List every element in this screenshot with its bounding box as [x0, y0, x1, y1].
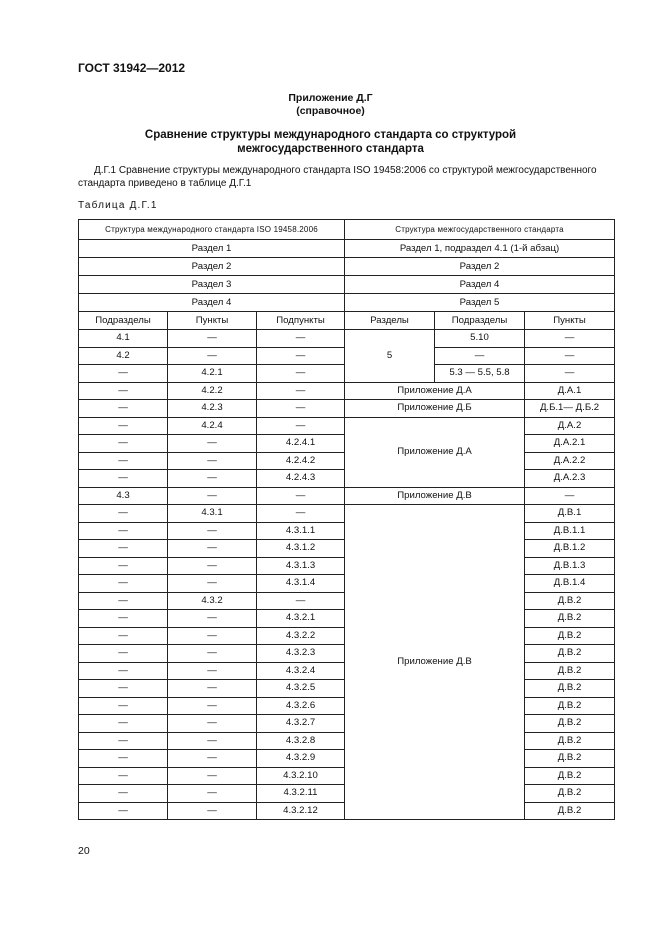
- table-cell: 4.2.4.1: [257, 435, 345, 453]
- table-cell: —: [79, 662, 168, 680]
- header-interstate: Структура межгосударственного стандарта: [345, 220, 615, 240]
- table-cell: 4.2.2: [168, 382, 257, 400]
- table-cell: Д.В.2: [525, 802, 615, 820]
- table-cell: —: [79, 452, 168, 470]
- table-cell: —: [79, 610, 168, 628]
- table-caption: Таблица Д.Г.1: [78, 200, 158, 211]
- table-cell: 4.2.3: [168, 400, 257, 418]
- page-number: 20: [78, 845, 90, 857]
- table-cell: —: [79, 365, 168, 383]
- table-cell: 4.3.2.11: [257, 785, 345, 803]
- table-cell: 4.3.1.2: [257, 540, 345, 558]
- table-cell: —: [79, 575, 168, 593]
- intro-paragraph-line1: Д.Г.1 Сравнение структуры международного стандарта ISO 19458:2006 со структурой межгосударственного: [94, 165, 597, 176]
- section-left-cell: Раздел 3: [79, 276, 345, 294]
- table-cell: 4.2.4.3: [257, 470, 345, 488]
- table-cell: 4.2: [79, 347, 168, 365]
- appendix-b-cell: Приложение Д.Б: [345, 400, 525, 418]
- section-right-cell: Раздел 5: [345, 294, 615, 312]
- table-cell: —: [168, 452, 257, 470]
- table-cell: Д.В.1.2: [525, 540, 615, 558]
- table-cell: —: [79, 505, 168, 523]
- table-cell: 4.2.1: [168, 365, 257, 383]
- table-cell: —: [525, 347, 615, 365]
- table-cell: —: [257, 417, 345, 435]
- section-right-cell: Раздел 1, подраздел 4.1 (1-й абзац): [345, 240, 615, 258]
- table-cell: —: [257, 330, 345, 348]
- table-cell: —: [168, 750, 257, 768]
- table-cell: 4.3.1.1: [257, 522, 345, 540]
- table-cell: Д.В.2: [525, 627, 615, 645]
- table-cell: —: [257, 505, 345, 523]
- table-cell: Д.А.2.2: [525, 452, 615, 470]
- table-cell: —: [257, 592, 345, 610]
- table-cell: —: [168, 732, 257, 750]
- section-right-cell: Раздел 4: [345, 276, 615, 294]
- table-cell: 4.2.4.2: [257, 452, 345, 470]
- section-right-cell: Раздел 2: [345, 258, 615, 276]
- column-header-subitems: Подпункты: [257, 312, 345, 330]
- table-cell: —: [79, 417, 168, 435]
- table-cell: —: [79, 715, 168, 733]
- table-row: [79, 487, 615, 505]
- column-header-sections: Разделы: [345, 312, 435, 330]
- table-cell: Д.А.2.1: [525, 435, 615, 453]
- table-cell: —: [257, 487, 345, 505]
- table-cell: 4.3.2.9: [257, 750, 345, 768]
- table-cell: —: [79, 557, 168, 575]
- table-cell: 4.1: [79, 330, 168, 348]
- table-cell: —: [168, 330, 257, 348]
- table-cell: Д.В.2: [525, 680, 615, 698]
- table-cell: —: [79, 645, 168, 663]
- table-cell: Д.В.1.4: [525, 575, 615, 593]
- table-cell: 4.2.4: [168, 417, 257, 435]
- table-cell: —: [79, 540, 168, 558]
- table-cell: —: [79, 435, 168, 453]
- comparison-title-line1: Сравнение структуры международного стандарта со структурой: [144, 129, 517, 141]
- table-row: [79, 505, 615, 523]
- table-cell: —: [79, 627, 168, 645]
- intro-paragraph-line2: стандарта приведено в таблице Д.Г.1: [78, 178, 252, 189]
- table-cell: —: [168, 627, 257, 645]
- table-row: [79, 417, 615, 435]
- comparison-table: [78, 219, 615, 820]
- table-cell: Д.В.2: [525, 785, 615, 803]
- table-cell: 4.3.2: [168, 592, 257, 610]
- table-cell: —: [79, 680, 168, 698]
- table-cell: —: [257, 382, 345, 400]
- table-cell: —: [79, 522, 168, 540]
- table-cell: —: [79, 750, 168, 768]
- table-cell: —: [257, 347, 345, 365]
- table-cell: 4.3.2.10: [257, 767, 345, 785]
- section-left-cell: Раздел 1: [79, 240, 345, 258]
- table-cell: 4.3.2.6: [257, 697, 345, 715]
- table-cell: Д.В.1: [525, 505, 615, 523]
- table-cell: —: [168, 767, 257, 785]
- table-cell: —: [168, 785, 257, 803]
- table-cell: —: [525, 330, 615, 348]
- column-header-items: Пункты: [168, 312, 257, 330]
- table-cell: —: [79, 732, 168, 750]
- table-cell: —: [168, 557, 257, 575]
- table-cell: —: [168, 715, 257, 733]
- table-cell: 4.3.2.2: [257, 627, 345, 645]
- table-cell: 4.3.1.3: [257, 557, 345, 575]
- table-cell: Д.В.2: [525, 715, 615, 733]
- table-row: [79, 400, 615, 418]
- table-cell: —: [168, 697, 257, 715]
- appendix-title: Приложение Д.Г: [288, 92, 373, 104]
- table-cell: —: [168, 645, 257, 663]
- table-cell: —: [525, 487, 615, 505]
- column-header-subsections-interstate: Подразделы: [435, 312, 525, 330]
- table-cell: —: [168, 435, 257, 453]
- standard-number: ГОСТ 31942—2012: [78, 61, 186, 75]
- appendix-a-cell: Приложение Д.А: [345, 417, 525, 487]
- table-cell: —: [79, 382, 168, 400]
- table-row: [79, 382, 615, 400]
- table-cell: —: [168, 680, 257, 698]
- table-cell: Д.В.2: [525, 767, 615, 785]
- table-cell: Д.В.2: [525, 662, 615, 680]
- intro-paragraph: [78, 164, 618, 190]
- table-cell: 4.3.2.8: [257, 732, 345, 750]
- table-cell: —: [79, 785, 168, 803]
- column-header-subsections: Подразделы: [79, 312, 168, 330]
- table-cell: Д.В.2: [525, 610, 615, 628]
- table-cell: —: [168, 522, 257, 540]
- table-cell: 4.3.2.1: [257, 610, 345, 628]
- table-cell: Д.А.2: [525, 417, 615, 435]
- appendix-v-cell: Приложение Д.В: [345, 505, 525, 820]
- section-left-cell: Раздел 2: [79, 258, 345, 276]
- table-cell: Д.В.2: [525, 750, 615, 768]
- table-cell: —: [257, 400, 345, 418]
- table-cell: 4.3.2.12: [257, 802, 345, 820]
- table-cell: —: [168, 470, 257, 488]
- table-cell: Д.В.2: [525, 645, 615, 663]
- table-cell: Д.В.2: [525, 732, 615, 750]
- table-cell: 4.3: [79, 487, 168, 505]
- table-cell: 4.3.2.4: [257, 662, 345, 680]
- table-cell: —: [168, 610, 257, 628]
- appendix-a-cell: Приложение Д.А: [345, 382, 525, 400]
- appendix-v-cell: Приложение Д.В: [345, 487, 525, 505]
- appendix-subtitle: (справочное): [296, 105, 365, 117]
- table-cell: —: [79, 400, 168, 418]
- table-cell: 5.10: [435, 330, 525, 348]
- table-cell: —: [257, 365, 345, 383]
- table-cell: —: [168, 540, 257, 558]
- table-cell: 5.3 — 5.5, 5.8: [435, 365, 525, 383]
- table-cell: —: [435, 347, 525, 365]
- table-cell: —: [168, 575, 257, 593]
- table-cell: 4.3.1: [168, 505, 257, 523]
- table-cell: Д.В.2: [525, 592, 615, 610]
- table-cell: 4.3.2.5: [257, 680, 345, 698]
- table-cell: Д.В.1.3: [525, 557, 615, 575]
- table-cell: —: [168, 487, 257, 505]
- table-cell: —: [79, 802, 168, 820]
- table-row: [79, 330, 615, 348]
- table-cell: —: [168, 347, 257, 365]
- table-cell: —: [525, 365, 615, 383]
- table-cell: 4.3.1.4: [257, 575, 345, 593]
- table-cell: 4.3.2.3: [257, 645, 345, 663]
- table-cell: Д.В.2: [525, 697, 615, 715]
- table-cell: Д.Б.1— Д.Б.2: [525, 400, 615, 418]
- table-cell: —: [168, 802, 257, 820]
- table-cell: —: [79, 470, 168, 488]
- table-cell: 4.3.2.7: [257, 715, 345, 733]
- comparison-title-line2: межгосударственного стандарта: [237, 143, 424, 155]
- table-cell: Д.А.2.3: [525, 470, 615, 488]
- table-cell: —: [79, 592, 168, 610]
- section-left-cell: Раздел 4: [79, 294, 345, 312]
- table-cell: —: [168, 662, 257, 680]
- column-header-items-interstate: Пункты: [525, 312, 615, 330]
- header-international: Структура международного стандарта ISO 19458.2006: [79, 220, 345, 240]
- table-cell: Д.А.1: [525, 382, 615, 400]
- section-5-cell: 5: [345, 330, 435, 383]
- table-cell: —: [79, 697, 168, 715]
- table-cell: Д.В.1.1: [525, 522, 615, 540]
- table-cell: —: [79, 767, 168, 785]
